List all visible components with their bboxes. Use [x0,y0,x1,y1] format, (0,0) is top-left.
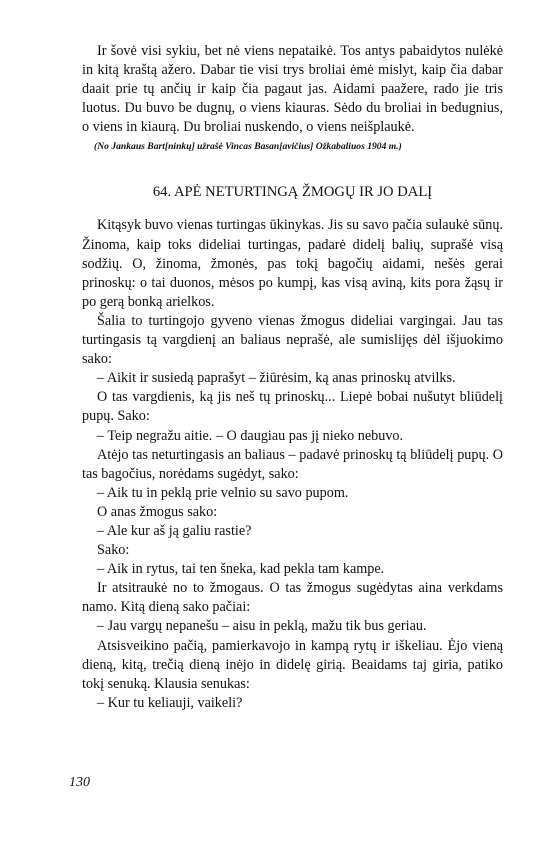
dialogue-line: – Jau vargų nepanešu – aisu in peklą, mažu tik bus geriau. [97,618,427,635]
story-paragraph: Atsisveikino pačią, pamierkavojo in kampą rytų ir iškeliau. Ėjo vieną dieną, kitą, trečią dieną inėjo in didelę girią. Beaidams taj giria, patiko tokį senuką. Klausia senukas: [82,637,503,692]
dialogue-line: – Aik tu in peklą prie velnio su savo pupom. [97,484,349,501]
story-paragraph: Kitąsyk buvo vienas turtingas ūkinykas. Jis su savo pačia sulaukė sūnų. Žinoma, kaip toks dideliai turtingas, padarė didelį balių, suprašė visą sodžių. O, žinoma, žmonės, pas tokį bagočių aidami, nešės gerai prinoskų: o tai duonos, mėsos po kumpį, kas visą aviną, kits pora žąsų ir po gerą bonką arielkos. [82,217,503,310]
book-page-text [82,42,503,713]
dialogue-line: – Ale kur aš ją galiu rastie? [97,522,252,539]
story-paragraph: Atėjo tas neturtingasis an baliaus – padavė prinoskų tą bliūdelį pupų. O tas bagočius, norėdams sugėdyt, sako: [82,446,503,482]
story-paragraph: Sako: [97,542,130,559]
source-note: (No Jankaus Bart[ninkų] užrašė Vincas Basan[avičius] Ožkabaliuos 1904 m.) [94,141,402,153]
story-paragraph: Šalia to turtingojo gyveno vienas žmogus dideliai vargingai. Jau tas turtingasis tą vargdienį an baliaus neprašė, ale sumislijęs dėl išjuokimo sako: [82,312,503,368]
story-title: 64. APĖ NETURTINGĄ ŽMOGŲ IR JO DALĮ [152,184,433,201]
dialogue-line: – Teip negražu aitie. – O daugiau pas jį nieko nebuvo. [97,427,404,444]
page-number: 130 [69,775,90,790]
dialogue-line: – Aikit ir susiedą paprašyt – žiūrėsim, ką anas prinoskų atvilks. [97,370,456,387]
dialogue-line: – Kur tu keliauji, vaikeli? [97,694,243,711]
story-paragraph: O tas vargdienis, ką jis neš tų prinoskų... Liepė bobai nušutyt bliūdelį pupų. Sako: [82,389,503,425]
story-paragraph: Ir atsitraukė no to žmogaus. O tas žmogus sugėdytas aina verkdams namo. Kitą dieną sako pačiai: [82,580,503,616]
story-paragraph: O anas žmogus sako: [97,503,218,520]
dialogue-line: – Aik in rytus, tai ten šneka, kad pekla tam kampe. [97,561,385,578]
intro-paragraph: Ir šovė visi sykiu, bet nė viens nepataikė. Tos antys pabaidytos nulėkė in kitą kraštą ažero. Dabar tie visi trys broliai ėmė mislyt, kaip čia dabar daait prie tų ančių ir kaip čia pagaut jas. Aidami paažere, rado jie tris luotus. Du buvo be dugnų, o viens kiauras. Sėdo du broliai in bedugnius, o viens in kiaurą. Du broliai nuskendo, o viens neišplaukė. [82,43,503,136]
